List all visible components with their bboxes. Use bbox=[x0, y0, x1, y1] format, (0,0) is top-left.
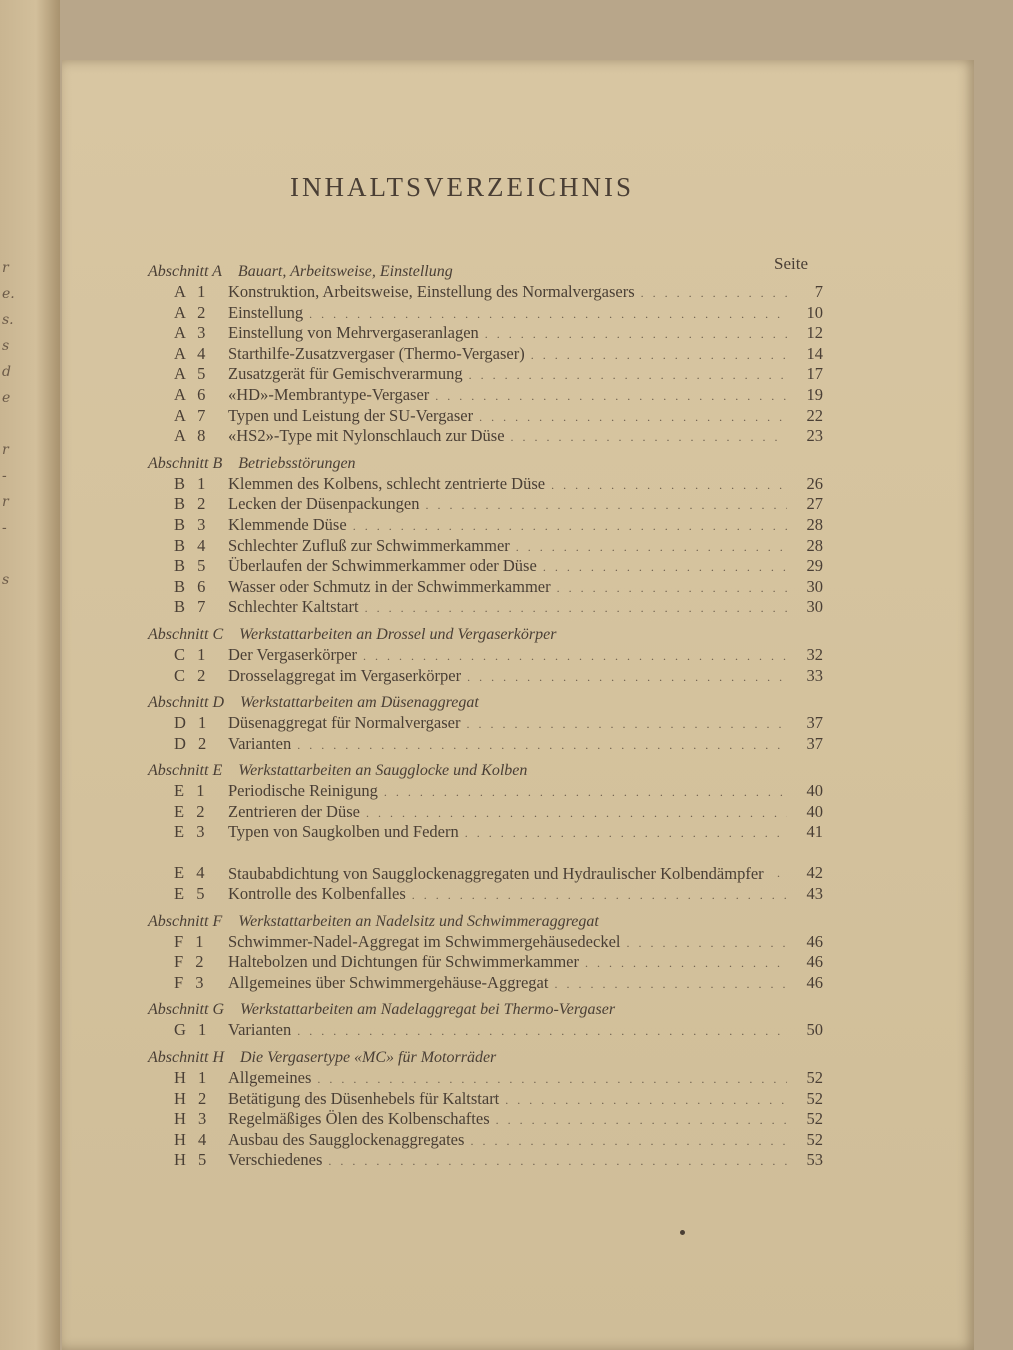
leader-dots bbox=[777, 863, 787, 884]
section-title: Betriebsstörungen bbox=[238, 454, 356, 472]
leader-dots bbox=[467, 667, 787, 688]
section-title: Die Vergasertype «MC» für Motorräder bbox=[240, 1049, 497, 1067]
toc-entry bbox=[148, 781, 823, 802]
section-heading bbox=[148, 692, 823, 713]
entry-title: Varianten bbox=[228, 733, 292, 753]
margin-mark bbox=[0, 416, 20, 442]
leader-dots bbox=[363, 646, 787, 667]
entry-code: F 2 bbox=[174, 952, 208, 972]
leader-dots bbox=[309, 304, 787, 325]
entry-title: Allgemeines über Schwimmergehäuse-Aggregat bbox=[228, 972, 549, 992]
entry-page-number: 12 bbox=[806, 323, 823, 343]
entry-title: Betätigung des Düsenhebels für Kaltstart bbox=[228, 1088, 500, 1108]
left-page-edge bbox=[0, 0, 60, 1350]
entry-page-number: 22 bbox=[806, 405, 823, 425]
leader-dots bbox=[466, 714, 787, 735]
entry-page-number: 37 bbox=[806, 733, 823, 753]
margin-mark: s. bbox=[2, 312, 14, 328]
toc-entry bbox=[148, 952, 823, 973]
entry-page-number: 33 bbox=[806, 665, 823, 685]
entry-page-number: 37 bbox=[806, 713, 823, 733]
entry-page-number: 19 bbox=[806, 384, 823, 404]
entry-title: Typen und Leistung der SU-Vergaser bbox=[228, 405, 474, 425]
margin-mark bbox=[0, 598, 20, 624]
entry-code: H 2 bbox=[174, 1088, 211, 1108]
entry-page-number: 41 bbox=[806, 822, 823, 842]
section-label: Abschnitt B bbox=[148, 454, 223, 472]
entry-code: C 2 bbox=[174, 665, 210, 685]
leader-dots bbox=[328, 1151, 787, 1172]
entry-title: Kontrolle des Kolbenfalles bbox=[228, 884, 406, 904]
leader-dots bbox=[531, 345, 787, 366]
entry-title: «HS2»-Type mit Nylonschlauch zur Düse bbox=[228, 426, 505, 446]
leader-dots bbox=[505, 1090, 787, 1111]
entry-code: D 1 bbox=[174, 713, 211, 733]
margin-mark: s bbox=[2, 572, 10, 588]
entry-title: Der Vergaserkörper bbox=[228, 644, 358, 664]
entry-code: F 3 bbox=[174, 972, 208, 992]
section-label: Abschnitt H bbox=[148, 1049, 224, 1067]
entry-code: A 1 bbox=[174, 282, 210, 301]
entry-title: Lecken der Düsenpackungen bbox=[228, 494, 420, 514]
entry-page-number: 52 bbox=[806, 1088, 823, 1108]
section-heading bbox=[148, 1047, 823, 1068]
toc-entry bbox=[148, 385, 823, 406]
leader-dots bbox=[557, 578, 787, 599]
entry-page-number: 40 bbox=[806, 801, 823, 821]
leader-dots bbox=[585, 953, 787, 974]
section-heading bbox=[148, 453, 823, 474]
toc-entry bbox=[148, 1068, 823, 1089]
entry-code: B 5 bbox=[174, 556, 210, 576]
toc-entry bbox=[148, 515, 823, 536]
entry-title: Verschiedenes bbox=[228, 1150, 323, 1170]
entry-code: B 1 bbox=[174, 473, 210, 493]
ink-dot bbox=[680, 1230, 685, 1235]
toc-entry bbox=[148, 645, 823, 666]
section-heading bbox=[148, 261, 823, 282]
entry-code: A 4 bbox=[174, 343, 210, 363]
leader-dots bbox=[366, 803, 787, 824]
section-heading bbox=[148, 624, 823, 645]
entry-code: B 4 bbox=[174, 535, 210, 555]
margin-mark: e bbox=[2, 390, 11, 406]
toc-entry bbox=[148, 713, 823, 734]
page-column-label: Seite bbox=[774, 254, 808, 273]
entry-page-number: 46 bbox=[806, 952, 823, 972]
entry-page-number: 52 bbox=[806, 1129, 823, 1149]
toc-entry bbox=[148, 802, 823, 823]
entry-code: H 1 bbox=[174, 1068, 211, 1088]
entry-title: Regelmäßiges Ölen des Kolbenschaftes bbox=[228, 1109, 490, 1129]
entry-code: D 2 bbox=[174, 733, 211, 753]
leader-dots bbox=[317, 1069, 787, 1090]
entry-page-number: 52 bbox=[806, 1109, 823, 1129]
leader-dots bbox=[297, 1021, 787, 1042]
entry-page-number: 50 bbox=[806, 1020, 823, 1040]
entry-code: A 3 bbox=[174, 323, 210, 343]
entry-page-number: 7 bbox=[814, 282, 823, 301]
toc-entry bbox=[148, 1130, 823, 1151]
entry-page-number: 52 bbox=[806, 1068, 823, 1088]
margin-mark bbox=[0, 624, 20, 650]
entry-code: B 3 bbox=[174, 514, 210, 534]
leader-dots bbox=[297, 735, 787, 756]
leader-dots bbox=[554, 974, 787, 995]
toc-entry bbox=[148, 1089, 823, 1110]
toc-entry bbox=[148, 973, 823, 994]
entry-code: B 2 bbox=[174, 494, 210, 514]
leader-dots bbox=[469, 365, 787, 386]
toc-entry bbox=[148, 556, 823, 577]
section-heading bbox=[148, 911, 823, 932]
table-of-contents bbox=[148, 259, 823, 1175]
margin-mark bbox=[0, 546, 20, 572]
leader-dots bbox=[543, 557, 787, 578]
entry-page-number: 30 bbox=[806, 597, 823, 617]
entry-page-number: 26 bbox=[806, 473, 823, 493]
leader-dots bbox=[365, 598, 787, 619]
entry-title: Düsenaggregat für Normalvergaser bbox=[228, 713, 461, 733]
entry-page-number: 32 bbox=[806, 644, 823, 664]
leader-dots bbox=[516, 537, 787, 558]
section-label: Abschnitt D bbox=[148, 694, 224, 712]
entry-page-number: 53 bbox=[806, 1150, 823, 1170]
entry-title: Einstellung bbox=[228, 302, 304, 322]
entry-code: H 3 bbox=[174, 1109, 211, 1129]
section-title: Werkstattarbeiten an Nadelsitz und Schwimmeraggregat bbox=[238, 912, 599, 930]
margin-mark: e. bbox=[2, 286, 15, 302]
toc-entry bbox=[148, 884, 823, 905]
section-title: Werkstattarbeiten an Drossel und Vergaserkörper bbox=[239, 625, 557, 643]
entry-title: Staubabdichtung von Saugglockenaggregaten und Hydraulischer Kolbendämpfer bbox=[228, 863, 764, 883]
entry-title: Periodische Reinigung bbox=[228, 781, 378, 801]
section-title: Bauart, Arbeitsweise, Einstellung bbox=[237, 263, 453, 280]
leader-dots bbox=[496, 1110, 787, 1131]
section-label: Abschnitt E bbox=[148, 762, 223, 780]
entry-code: A 5 bbox=[174, 364, 210, 384]
leader-dots bbox=[479, 407, 787, 428]
entry-code: G 1 bbox=[174, 1020, 211, 1040]
entry-title: Schlechter Zufluß zur Schwimmerkammer bbox=[228, 535, 510, 555]
entry-title: Konstruktion, Arbeitsweise, Einstellung des Normalvergasers bbox=[228, 282, 635, 301]
section-title: Werkstattarbeiten an Saugglocke und Kolben bbox=[238, 762, 528, 780]
leader-dots bbox=[551, 475, 787, 496]
toc-entry bbox=[148, 666, 823, 687]
toc-entry bbox=[148, 822, 823, 843]
margin-mark: d bbox=[2, 364, 11, 380]
section-title: Werkstattarbeiten am Düsenaggregat bbox=[240, 694, 479, 712]
toc-entry bbox=[148, 1150, 823, 1171]
entry-page-number: 29 bbox=[806, 556, 823, 576]
entry-title: Klemmende Düse bbox=[228, 514, 347, 534]
section-heading bbox=[148, 760, 823, 781]
entry-code: A 7 bbox=[174, 405, 210, 425]
entry-page-number: 43 bbox=[806, 884, 823, 904]
leader-dots bbox=[465, 823, 787, 844]
page-title: INHALTSVERZEICHNIS bbox=[290, 172, 634, 202]
leader-dots bbox=[627, 933, 788, 954]
toc-entry bbox=[148, 932, 823, 953]
entry-title: Drosselaggregat im Vergaserkörper bbox=[228, 665, 462, 685]
section-label: Abschnitt G bbox=[148, 1001, 224, 1019]
toc-entry bbox=[148, 364, 823, 385]
entry-page-number: 14 bbox=[806, 343, 823, 363]
entry-title: Allgemeines bbox=[228, 1068, 312, 1088]
toc-entry bbox=[148, 406, 823, 427]
entry-page-number: 17 bbox=[806, 364, 823, 384]
margin-mark bbox=[0, 676, 20, 702]
entry-page-number: 46 bbox=[806, 972, 823, 992]
leader-dots bbox=[412, 885, 787, 906]
entry-page-number: 30 bbox=[806, 576, 823, 596]
entry-title: Haltebolzen und Dichtungen für Schwimmerkammer bbox=[228, 952, 579, 972]
entry-title: Schwimmer-Nadel-Aggregat im Schwimmergehäusedeckel bbox=[228, 931, 621, 951]
entry-page-number: 28 bbox=[806, 535, 823, 555]
entry-page-number: 10 bbox=[806, 302, 823, 322]
leader-dots bbox=[435, 386, 787, 407]
entry-code: H 5 bbox=[174, 1150, 211, 1170]
section-label: Abschnitt A bbox=[148, 263, 222, 280]
entry-title: Starthilfe-Zusatzvergaser (Thermo-Vergaser) bbox=[228, 343, 525, 363]
margin-mark bbox=[0, 650, 20, 676]
margin-mark: r bbox=[2, 442, 9, 458]
entry-code: A 2 bbox=[174, 302, 210, 322]
entry-page-number: 46 bbox=[806, 931, 823, 951]
entry-title: Ausbau des Saugglockenaggregates bbox=[228, 1129, 465, 1149]
toc-entry bbox=[148, 323, 823, 344]
entry-code: E 3 bbox=[174, 822, 209, 842]
entry-code: A 6 bbox=[174, 384, 210, 404]
margin-mark: r bbox=[2, 260, 9, 276]
entry-title: «HD»-Membrantype-Vergaser bbox=[228, 384, 430, 404]
margin-mark: - bbox=[2, 468, 7, 484]
entry-title: Schlechter Kaltstart bbox=[228, 597, 359, 617]
margin-mark: s bbox=[2, 338, 10, 354]
entry-code: E 1 bbox=[174, 781, 209, 801]
entry-page-number: 27 bbox=[806, 494, 823, 514]
toc-entry bbox=[148, 494, 823, 515]
entry-page-number: 28 bbox=[806, 514, 823, 534]
entry-code: B 7 bbox=[174, 597, 210, 617]
entry-title: Klemmen des Kolbens, schlecht zentrierte Düse bbox=[228, 473, 546, 493]
entry-code: E 2 bbox=[174, 801, 209, 821]
entry-code: C 1 bbox=[174, 644, 210, 664]
leader-dots bbox=[470, 1131, 787, 1152]
toc-entry bbox=[148, 577, 823, 598]
left-margin-marks bbox=[0, 260, 20, 702]
entry-code: E 5 bbox=[174, 884, 209, 904]
toc-entry bbox=[148, 1109, 823, 1130]
leader-dots bbox=[485, 324, 787, 345]
leader-dots bbox=[511, 427, 787, 448]
leader-dots bbox=[641, 283, 787, 304]
entry-code: F 1 bbox=[174, 931, 208, 951]
entry-title: Zentrieren der Düse bbox=[228, 801, 360, 821]
leader-dots bbox=[426, 495, 788, 516]
entry-page-number: 42 bbox=[806, 863, 823, 883]
entry-page-number: 23 bbox=[806, 426, 823, 446]
section-label: Abschnitt F bbox=[148, 912, 223, 930]
toc-entry bbox=[148, 843, 823, 884]
entry-title: Wasser oder Schmutz in der Schwimmerkammer bbox=[228, 576, 551, 596]
entry-title: Typen von Saugkolben und Federn bbox=[228, 822, 459, 842]
toc-entry bbox=[148, 474, 823, 495]
margin-mark: r bbox=[2, 494, 9, 510]
leader-dots bbox=[384, 782, 787, 803]
entry-page-number: 40 bbox=[806, 781, 823, 801]
section-label: Abschnitt C bbox=[148, 625, 224, 643]
section-title: Werkstattarbeiten am Nadelaggregat bei Thermo-Vergaser bbox=[240, 1001, 616, 1019]
margin-mark: - bbox=[2, 520, 7, 536]
entry-title: Varianten bbox=[228, 1020, 292, 1040]
entry-title: Zusatzgerät für Gemischverarmung bbox=[228, 364, 463, 384]
toc-entry bbox=[148, 344, 823, 365]
toc-entry bbox=[148, 597, 823, 618]
entry-title: Überlaufen der Schwimmerkammer oder Düse bbox=[228, 556, 537, 576]
entry-title: Einstellung von Mehrvergaseranlagen bbox=[228, 323, 479, 343]
toc-entry bbox=[148, 282, 823, 303]
toc-entry bbox=[148, 536, 823, 557]
leader-dots bbox=[353, 516, 787, 537]
entry-code: H 4 bbox=[174, 1129, 211, 1149]
entry-code: A 8 bbox=[174, 426, 210, 446]
toc-entry bbox=[148, 303, 823, 324]
entry-code: B 6 bbox=[174, 576, 210, 596]
section-heading bbox=[148, 999, 823, 1020]
entry-code: E 4 bbox=[174, 863, 209, 883]
toc-entry bbox=[148, 426, 823, 447]
toc-entry bbox=[148, 1020, 823, 1041]
toc-entry bbox=[148, 734, 823, 755]
